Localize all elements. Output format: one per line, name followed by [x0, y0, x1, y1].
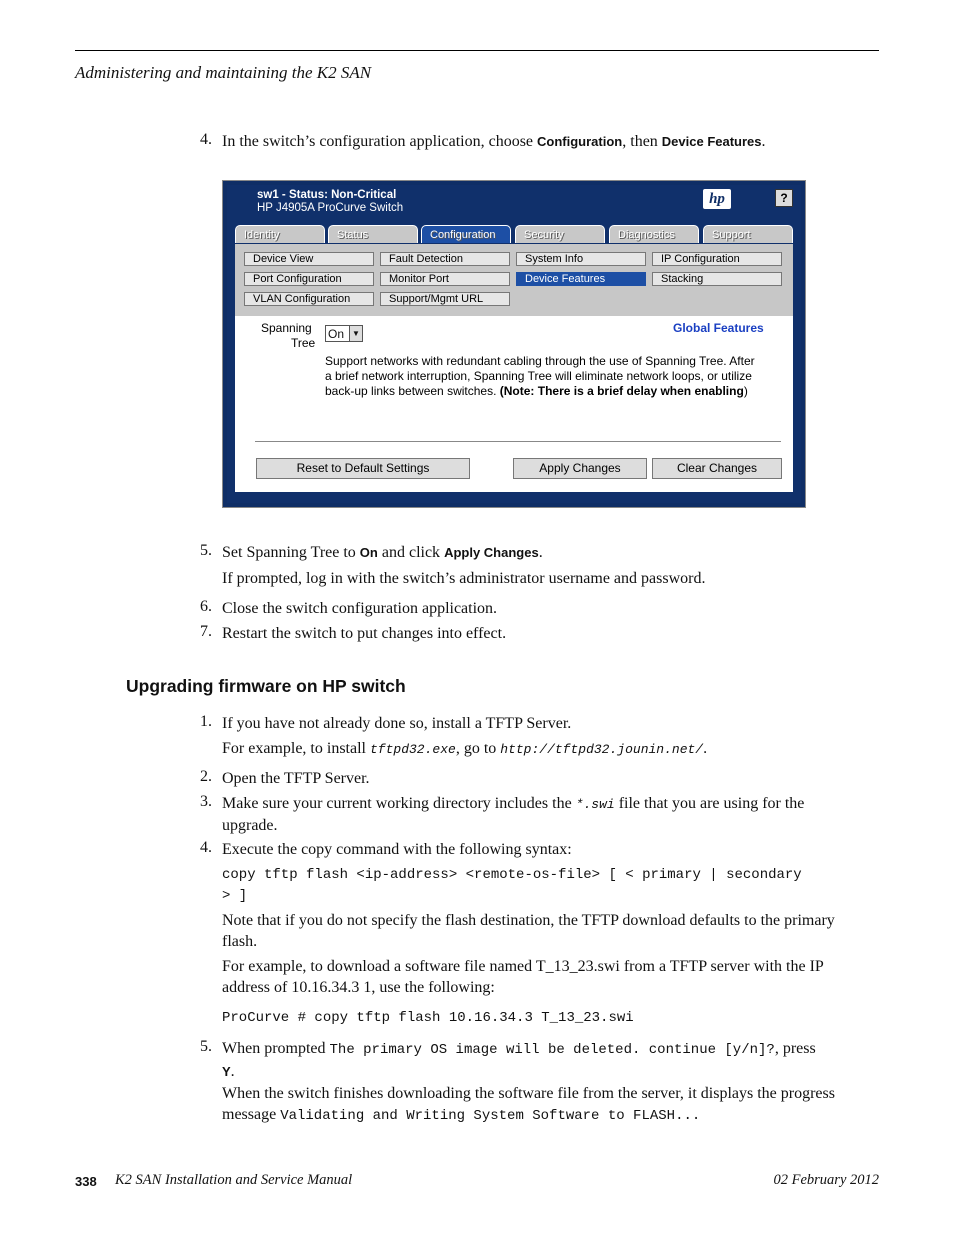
tab-identity[interactable]: Identity: [235, 225, 325, 243]
spanning-tree-select[interactable]: [325, 325, 363, 342]
step-text: In the switch’s configuration application, choose Configuration, then Device Features.: [222, 133, 766, 150]
code-example: ProCurve # copy tftp flash 10.16.34.3 T_13_23.swi: [222, 1010, 634, 1026]
step-note: Note that if you do not specify the flash destination, the TFTP download defaults to the primary flash.: [222, 912, 835, 950]
clear-changes-button[interactable]: Clear Changes: [652, 458, 782, 479]
page-number: 338: [75, 1174, 97, 1189]
menu-name-configuration: Configuration: [537, 134, 623, 149]
spanning-tree-value: On: [328, 327, 345, 341]
spanning-tree-label: Spanning: [261, 321, 312, 335]
step-text: Restart the switch to put changes into effect.: [222, 625, 507, 642]
step-number: 1.: [200, 713, 212, 730]
switch-model-title: HP J4905A ProCurve Switch: [257, 202, 404, 214]
tab-security[interactable]: Security: [515, 225, 605, 243]
section-heading: Upgrading firmware on HP switch: [126, 676, 406, 696]
step-text: Close the switch configuration application.: [222, 600, 498, 617]
divider: [255, 441, 781, 442]
global-features-label: Global Features: [673, 321, 764, 335]
help-button[interactable]: ?: [775, 189, 793, 207]
submenu-device-features[interactable]: Device Features: [516, 272, 646, 286]
submenu-device-view[interactable]: Device View: [244, 252, 374, 266]
step-number: 6.: [200, 598, 212, 615]
step-text: Execute the copy command with the following syntax:: [222, 841, 572, 858]
switch-status-title: sw1 - Status: Non-Critical: [257, 189, 397, 201]
step-number: 5.: [200, 542, 212, 559]
tab-configuration[interactable]: Configuration: [421, 225, 511, 243]
step-number: 2.: [200, 768, 212, 785]
submenu-vlan-configuration[interactable]: VLAN Configuration: [244, 292, 374, 306]
step-text: When prompted The primary OS image will be deleted. continue [y/n]?, press Y.: [222, 1040, 816, 1080]
running-title: Administering and maintaining the K2 SAN: [75, 63, 372, 82]
step-text: Set Spanning Tree to On and click Apply Changes.: [222, 544, 543, 561]
submenu-support-mgmt-url[interactable]: Support/Mgmt URL: [380, 292, 510, 306]
submenu-monitor-port[interactable]: Monitor Port: [380, 272, 510, 286]
submenu-fault-detection[interactable]: Fault Detection: [380, 252, 510, 266]
spanning-tree-label-2: Tree: [291, 336, 316, 350]
submenu-stacking[interactable]: Stacking: [652, 272, 782, 286]
step-text: Make sure your current working directory includes the *.swi file that you are using for the upgrade.: [222, 795, 805, 834]
url-link[interactable]: http://tftpd32.jounin.net/: [500, 742, 704, 757]
device-features-content: [235, 316, 793, 492]
step-number: 7.: [200, 623, 212, 640]
tab-support[interactable]: Support: [703, 225, 793, 243]
screenshot-frame: [227, 185, 801, 503]
step-example: For example, to install tftpd32.exe, go to http://tftpd32.jounin.net/.: [222, 740, 708, 757]
submenu-system-info[interactable]: System Info: [516, 252, 646, 266]
step-note: When the switch finishes downloading the software file from the server, it displays the progress message Validating and Writing System Software to FLASH...: [222, 1085, 835, 1124]
code-syntax: copy tftp flash <ip-address> <remote-os-file> [ < primary | secondary > ]: [222, 867, 802, 904]
filename: tftpd32.exe: [369, 742, 456, 757]
menu-name-device-features: Device Features: [661, 134, 762, 149]
step-number: 5.: [200, 1038, 212, 1055]
hp-logo-icon: hp: [703, 189, 731, 209]
spanning-tree-description: Support networks with redundant cabling through the use of Spanning Tree. After a brief network interruption, Spanning Tree will eliminate network loops, or utilize back-up links between switches. (Note: There is a brief delay when enabling): [325, 354, 755, 398]
reset-to-default-button[interactable]: Reset to Default Settings: [256, 458, 470, 479]
tab-diagnostics[interactable]: Diagnostics: [609, 225, 699, 243]
publication-date: 02 February 2012: [773, 1172, 879, 1188]
submenu-panel: [235, 244, 793, 316]
switch-config-screenshot: [222, 180, 806, 508]
step-number: 4.: [200, 131, 212, 148]
apply-changes-button[interactable]: Apply Changes: [513, 458, 647, 479]
tab-status[interactable]: Status: [328, 225, 418, 243]
submenu-ip-configuration[interactable]: IP Configuration: [652, 252, 782, 266]
header-rule: [75, 50, 879, 51]
step-text: If you have not already done so, install a TFTP Server.: [222, 715, 572, 732]
step-example: For example, to download a software file named T_13_23.swi from a TFTP server with the IP address of 10.16.34.3 1, use the following:: [222, 958, 824, 996]
chevron-down-icon[interactable]: ▼: [349, 326, 362, 341]
step-number: 4.: [200, 839, 212, 856]
step-text: Open the TFTP Server.: [222, 770, 370, 787]
step-number: 3.: [200, 793, 212, 810]
step-note: If prompted, log in with the switch’s administrator username and password.: [222, 570, 706, 587]
submenu-port-configuration[interactable]: Port Configuration: [244, 272, 374, 286]
manual-title: K2 SAN Installation and Service Manual: [115, 1172, 353, 1188]
